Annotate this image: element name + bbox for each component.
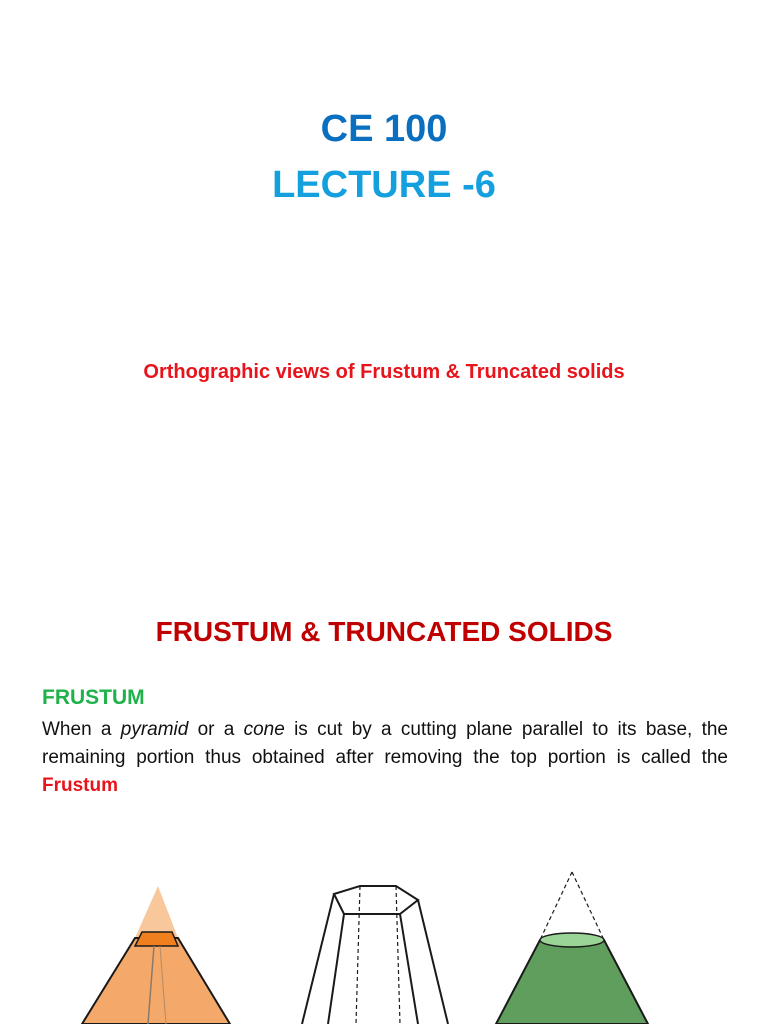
course-code: CE 100 bbox=[320, 108, 448, 150]
hex-top-face bbox=[334, 886, 418, 914]
slide-title: FRUSTUM & TRUNCATED SOLIDS bbox=[155, 616, 613, 647]
lecture-subtitle: Orthographic views of Frustum & Truncated solids bbox=[143, 361, 625, 383]
frustum-definition bbox=[42, 716, 728, 800]
frustum-of-cone-figure bbox=[494, 870, 650, 1024]
pyramid-cut-face bbox=[135, 932, 178, 946]
hex-edge bbox=[418, 900, 448, 1024]
cone-cut-face bbox=[540, 933, 604, 947]
definition-text: or a bbox=[188, 719, 244, 740]
frustum-of-hexagonal-pyramid-figure bbox=[300, 876, 450, 1024]
hex-edge bbox=[400, 914, 418, 1024]
pyramid-frustum-body bbox=[82, 938, 230, 1024]
pyramid-apex-portion bbox=[135, 886, 178, 938]
cone-apex-line bbox=[572, 872, 604, 940]
cone-apex-line bbox=[540, 872, 572, 940]
cone-frustum-body bbox=[496, 940, 648, 1024]
definition-pyramid: pyramid bbox=[120, 719, 189, 740]
definition-term: Frustum bbox=[42, 775, 118, 796]
content-slide bbox=[0, 520, 768, 1024]
hex-edge bbox=[302, 894, 334, 1024]
lecture-number: LECTURE -6 bbox=[272, 164, 496, 206]
section-heading: FRUSTUM bbox=[42, 686, 145, 709]
hex-edge bbox=[328, 914, 344, 1024]
definition-text: When a bbox=[42, 719, 121, 740]
definition-cone: cone bbox=[243, 719, 285, 740]
frustum-of-pyramid-figure bbox=[80, 876, 240, 1024]
definition-text: is cut by a cutting plane parallel to its base, the remaining portion thus obtained after removing the top portion is called the bbox=[42, 719, 728, 768]
